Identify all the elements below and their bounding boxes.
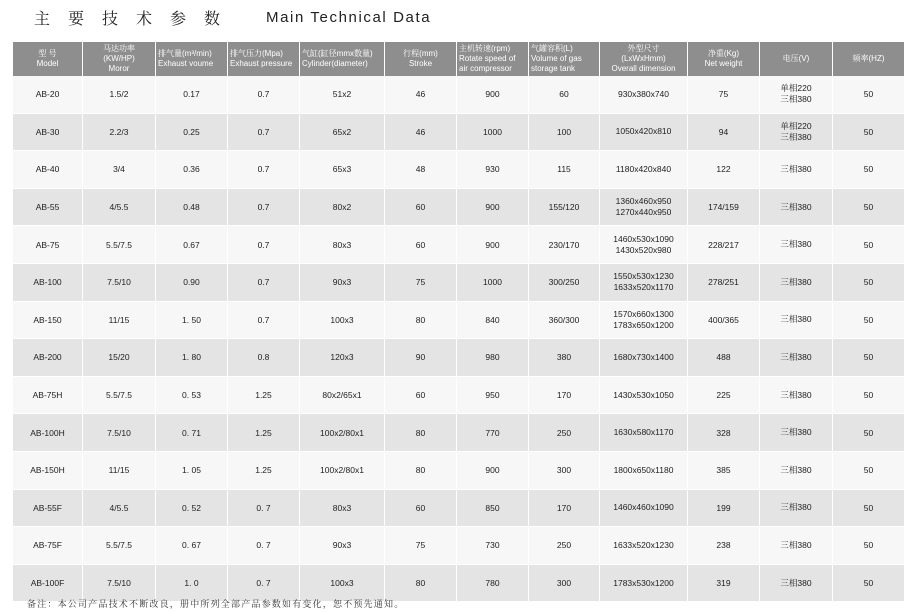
col-header-speed: 主机转速(rpm) Rotate speed of air compressor [457,42,529,76]
cell-tank: 60 [529,76,600,114]
cell-exhaust: 0.36 [156,151,228,189]
cell-weight: 319 [688,565,760,603]
col-header-model: 型 号 Model [13,42,83,76]
cell-power: 3/4 [83,151,156,189]
cell-stroke: 60 [385,490,457,528]
cell-model: AB-100F [13,565,83,603]
cell-exhaust: 1. 05 [156,452,228,490]
cell-voltage [760,151,833,189]
cell-exhaust: 0. 52 [156,490,228,528]
cell-pressure: 1.25 [228,377,300,415]
cell-dim [600,264,688,302]
cell-weight: 400/365 [688,302,760,340]
col-header-frequency: 频率(HZ) [833,42,904,76]
table-row [13,114,904,152]
cell-model: AB-40 [13,151,83,189]
cell-tank: 360/300 [529,302,600,340]
cell-weight: 75 [688,76,760,114]
cell-power: 5.5/7.5 [83,527,156,565]
cell-weight: 225 [688,377,760,415]
cell-model: AB-75F [13,527,83,565]
cell-cylinder: 120x3 [300,339,385,377]
table-row [13,151,904,189]
cell-weight: 385 [688,452,760,490]
cell-voltage-line: 三相380 [780,131,812,142]
cell-cylinder: 80x3 [300,490,385,528]
cell-speed: 900 [457,452,529,490]
cell-pressure: 1.25 [228,452,300,490]
cell-cylinder: 100x2/80x1 [300,414,385,452]
table-row [13,377,904,415]
cell-cylinder: 100x3 [300,302,385,340]
cell-dim-line: 1800x650x1180 [613,464,674,475]
cell-voltage [760,565,833,603]
cell-weight: 94 [688,114,760,152]
table-row [13,264,904,302]
cell-power: 7.5/10 [83,264,156,302]
cell-power: 4/5.5 [83,490,156,528]
table-body [13,76,904,602]
cell-stroke: 80 [385,414,457,452]
table-row [13,339,904,377]
cell-dim-line: 1360x460x950 [615,196,672,207]
cell-voltage-line: 三相380 [780,502,812,513]
cell-dim-line: 1633x520x1170 [613,282,674,293]
cell-pressure: 0.7 [228,76,300,114]
cell-speed: 780 [457,565,529,603]
cell-speed: 900 [457,189,529,227]
cell-tank: 170 [529,490,600,528]
cell-power: 11/15 [83,302,156,340]
col-header-tank: 气罐容积(L) Volume of gas storage tank [529,42,600,76]
cell-dim-line: 1460x460x1090 [613,502,674,513]
col-header-weight: 净重(Kg) Net weight [688,42,760,76]
cell-voltage-line: 三相380 [780,577,812,588]
cell-tank: 155/120 [529,189,600,227]
cell-voltage-line: 三相380 [780,464,812,475]
cell-voltage [760,114,833,152]
cell-exhaust: 0. 71 [156,414,228,452]
table-row [13,76,904,114]
cell-power: 15/20 [83,339,156,377]
title-chinese: 主要技术参数 [34,8,239,28]
cell-model: AB-30 [13,114,83,152]
cell-speed: 840 [457,302,529,340]
cell-weight: 174/159 [688,189,760,227]
cell-dim [600,76,688,114]
cell-pressure: 0. 7 [228,490,300,528]
cell-tank: 170 [529,377,600,415]
cell-voltage [760,189,833,227]
cell-power: 5.5/7.5 [83,377,156,415]
cell-cylinder: 100x3 [300,565,385,603]
cell-cylinder: 80x2 [300,189,385,227]
cell-weight: 228/217 [688,226,760,264]
cell-voltage [760,377,833,415]
cell-weight: 238 [688,527,760,565]
cell-voltage [760,452,833,490]
cell-speed: 1000 [457,114,529,152]
cell-tank: 300 [529,452,600,490]
cell-freq: 50 [833,151,904,189]
cell-speed: 900 [457,76,529,114]
cell-pressure: 1.25 [228,414,300,452]
cell-freq: 50 [833,302,904,340]
cell-voltage-line: 三相380 [780,201,812,212]
cell-dim-line: 1633x520x1230 [613,539,674,550]
cell-tank: 230/170 [529,226,600,264]
page-title [34,4,431,30]
cell-cylinder: 65x2 [300,114,385,152]
cell-model: AB-75H [13,377,83,415]
cell-model: AB-150H [13,452,83,490]
cell-power: 7.5/10 [83,414,156,452]
cell-freq: 50 [833,226,904,264]
cell-voltage [760,527,833,565]
cell-dim-line: 1430x520x980 [615,244,672,255]
cell-pressure: 0.7 [228,226,300,264]
cell-pressure: 0.8 [228,339,300,377]
cell-speed: 950 [457,377,529,415]
cell-stroke: 46 [385,76,457,114]
cell-tank: 300/250 [529,264,600,302]
cell-dim-line: 1680x730x1400 [613,351,674,362]
table-row [13,490,904,528]
cell-speed: 930 [457,151,529,189]
cell-dim-line: 1550x530x1230 [613,271,674,282]
cell-freq: 50 [833,264,904,302]
cell-freq: 50 [833,452,904,490]
cell-freq: 50 [833,114,904,152]
cell-voltage-line: 三相380 [780,351,812,362]
cell-stroke: 60 [385,377,457,415]
cell-exhaust: 1. 0 [156,565,228,603]
cell-cylinder: 80x2/65x1 [300,377,385,415]
cell-power: 2.2/3 [83,114,156,152]
cell-voltage-line: 三相380 [780,427,812,438]
cell-cylinder: 80x3 [300,226,385,264]
cell-stroke: 80 [385,302,457,340]
cell-cylinder: 65x3 [300,151,385,189]
cell-stroke: 46 [385,114,457,152]
cell-voltage [760,76,833,114]
cell-stroke: 80 [385,565,457,603]
cell-exhaust: 0.90 [156,264,228,302]
table-row [13,452,904,490]
cell-cylinder: 90x3 [300,264,385,302]
cell-dim-line: 1783x530x1200 [613,577,674,588]
cell-dim [600,452,688,490]
cell-tank: 300 [529,565,600,603]
cell-stroke: 75 [385,264,457,302]
cell-tank: 380 [529,339,600,377]
cell-speed: 730 [457,527,529,565]
cell-weight: 278/251 [688,264,760,302]
cell-power: 1.5/2 [83,76,156,114]
cell-dim [600,339,688,377]
cell-stroke: 75 [385,527,457,565]
cell-power: 4/5.5 [83,189,156,227]
cell-exhaust: 0. 67 [156,527,228,565]
cell-model: AB-200 [13,339,83,377]
cell-pressure: 0.7 [228,189,300,227]
cell-voltage-line: 三相380 [780,239,812,250]
cell-model: AB-55F [13,490,83,528]
cell-dim [600,151,688,189]
table-row [13,189,904,227]
cell-model: AB-150 [13,302,83,340]
cell-dim-line: 1270x440x950 [615,207,672,218]
cell-voltage [760,302,833,340]
cell-weight: 488 [688,339,760,377]
cell-model: AB-75 [13,226,83,264]
cell-voltage-line: 三相380 [780,539,812,550]
cell-voltage-line: 三相380 [780,389,812,400]
cell-dim-line: 930x380x740 [617,88,670,99]
cell-tank: 115 [529,151,600,189]
cell-voltage-line: 三相380 [780,314,812,325]
cell-voltage [760,414,833,452]
cell-exhaust: 0.67 [156,226,228,264]
cell-weight: 328 [688,414,760,452]
cell-dim [600,377,688,415]
cell-exhaust: 0.17 [156,76,228,114]
cell-dim-line: 1430x530x1050 [613,389,674,400]
col-header-exhaust: 排气量(m³/min) Exhaust voume [156,42,228,76]
cell-freq: 50 [833,377,904,415]
cell-exhaust: 1. 50 [156,302,228,340]
table-row [13,527,904,565]
col-header-pressure: 排气压力(Mpa) Exhaust pressure [228,42,300,76]
cell-exhaust: 0.48 [156,189,228,227]
cell-weight: 199 [688,490,760,528]
cell-dim-line: 1460x530x1090 [613,233,674,244]
cell-voltage [760,226,833,264]
cell-speed: 850 [457,490,529,528]
cell-voltage [760,490,833,528]
cell-voltage-line: 三相380 [780,163,812,174]
cell-voltage [760,264,833,302]
col-header-stroke: 行程(mm) Stroke [385,42,457,76]
table-row [13,302,904,340]
cell-pressure: 0. 7 [228,565,300,603]
cell-model: AB-20 [13,76,83,114]
cell-freq: 50 [833,339,904,377]
col-header-cylinder: 气缸(缸径mmx数量) Cylinder(diameter) [300,42,385,76]
cell-dim-line: 1783x650x1200 [613,319,674,330]
cell-dim-line: 1630x580x1170 [613,427,674,438]
cell-dim [600,114,688,152]
table-row [13,414,904,452]
cell-cylinder: 51x2 [300,76,385,114]
cell-tank: 250 [529,527,600,565]
cell-stroke: 60 [385,189,457,227]
cell-speed: 980 [457,339,529,377]
cell-dim [600,527,688,565]
cell-stroke: 80 [385,452,457,490]
cell-stroke: 60 [385,226,457,264]
cell-freq: 50 [833,76,904,114]
cell-speed: 770 [457,414,529,452]
cell-exhaust: 0.25 [156,114,228,152]
cell-freq: 50 [833,565,904,603]
cell-freq: 50 [833,527,904,565]
cell-voltage-line: 三相380 [780,94,812,105]
col-header-voltage: 电压(V) [760,42,833,76]
cell-model: AB-55 [13,189,83,227]
cell-dim-line: 1180x420x840 [615,163,672,174]
cell-dim-line: 1570x660x1300 [613,308,674,319]
cell-voltage [760,339,833,377]
col-header-dimension: 外型尺寸 (LxWxHmm) Overall dimension [600,42,688,76]
cell-tank: 250 [529,414,600,452]
cell-dim [600,189,688,227]
cell-pressure: 0.7 [228,151,300,189]
cell-power: 7.5/10 [83,565,156,603]
cell-dim [600,302,688,340]
cell-dim [600,565,688,603]
cell-power: 11/15 [83,452,156,490]
cell-dim [600,490,688,528]
cell-cylinder: 90x3 [300,527,385,565]
table-row [13,226,904,264]
technical-data-table [13,42,904,602]
cell-exhaust: 0. 53 [156,377,228,415]
title-english: Main Technical Data [266,8,432,26]
cell-dim-line: 1050x420x810 [615,126,672,137]
cell-pressure: 0.7 [228,114,300,152]
cell-dim [600,414,688,452]
table-header-row [13,42,904,76]
cell-pressure: 0.7 [228,302,300,340]
cell-voltage-line: 三相380 [780,276,812,287]
cell-dim [600,226,688,264]
cell-exhaust: 1. 80 [156,339,228,377]
cell-model: AB-100H [13,414,83,452]
cell-freq: 50 [833,189,904,227]
cell-freq: 50 [833,490,904,528]
cell-freq: 50 [833,414,904,452]
cell-pressure: 0.7 [228,264,300,302]
cell-speed: 900 [457,226,529,264]
cell-voltage-line: 单相220 [780,120,812,131]
cell-cylinder: 100x2/80x1 [300,452,385,490]
col-header-power: 马达功率 (KW/HP) Moror [83,42,156,76]
cell-stroke: 48 [385,151,457,189]
cell-voltage-line: 单相220 [780,83,812,94]
cell-tank: 100 [529,114,600,152]
cell-weight: 122 [688,151,760,189]
cell-model: AB-100 [13,264,83,302]
cell-speed: 1000 [457,264,529,302]
cell-stroke: 90 [385,339,457,377]
cell-pressure: 0. 7 [228,527,300,565]
footnote: 备注：本公司产品技术不断改良，册中所列全部产品参数如有变化，恕不预先通知。 [27,600,405,610]
cell-power: 5.5/7.5 [83,226,156,264]
